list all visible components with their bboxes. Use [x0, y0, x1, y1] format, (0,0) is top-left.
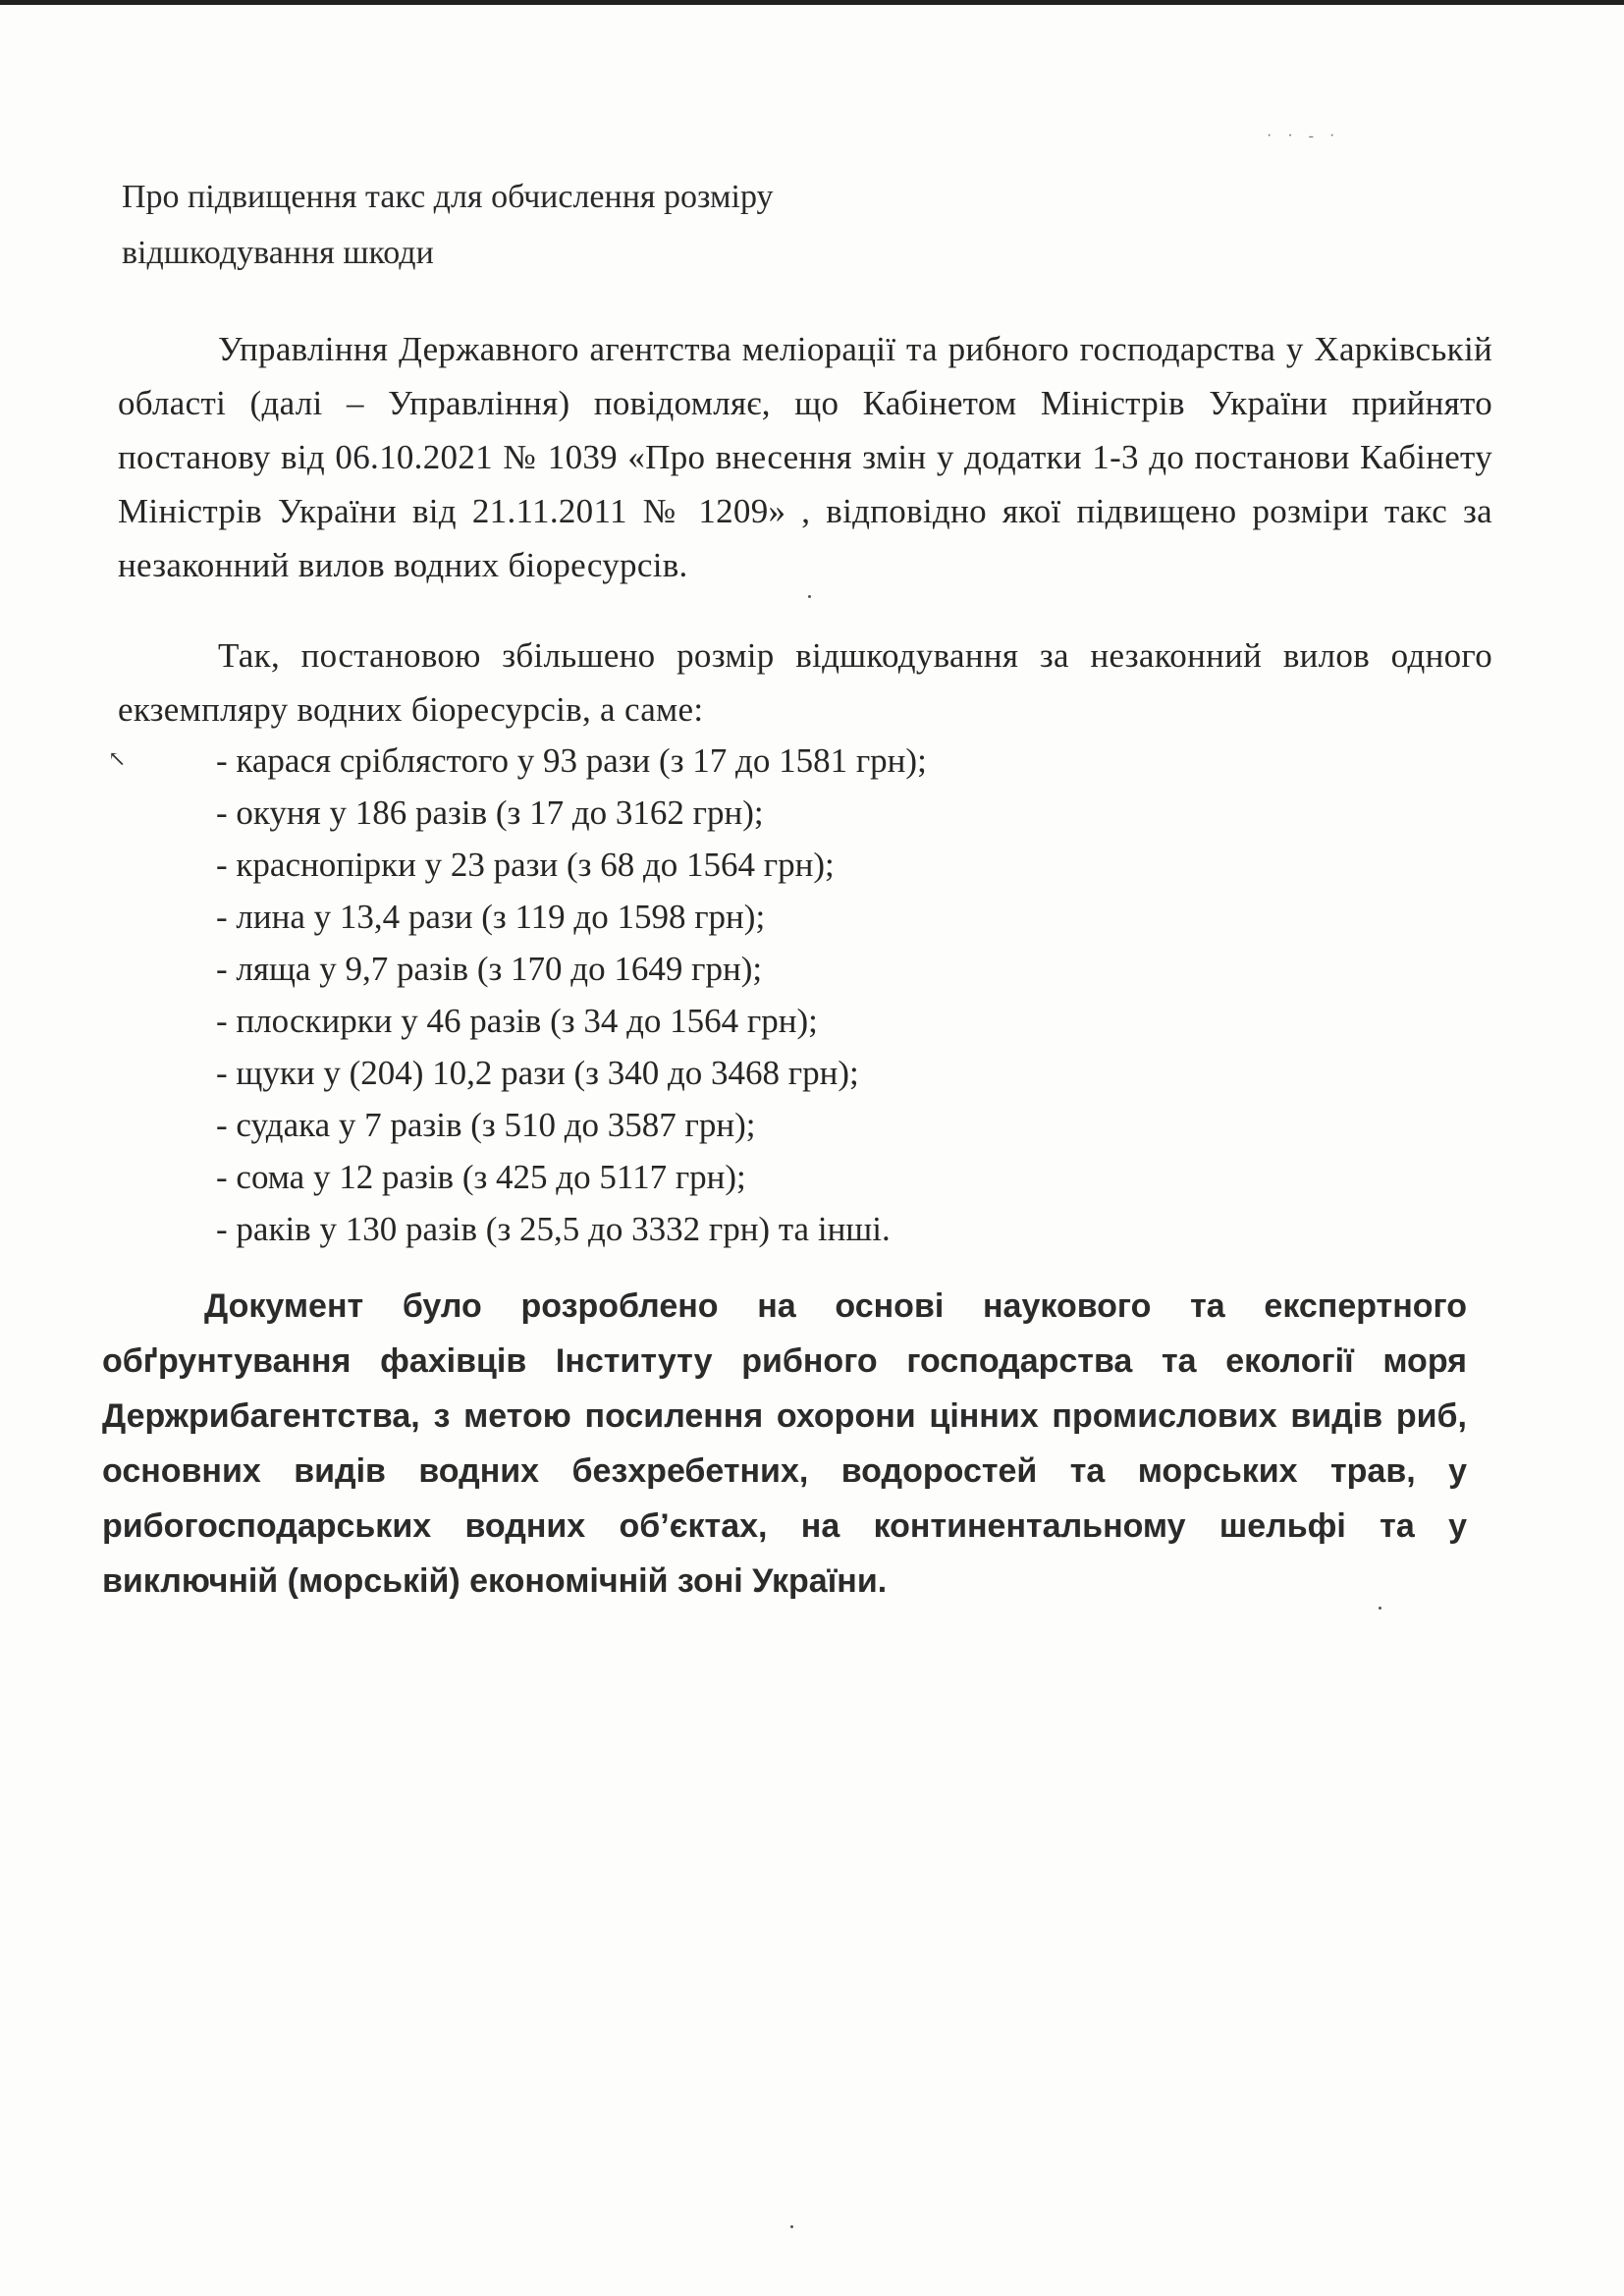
scan-mark: ↖	[108, 746, 127, 771]
tariff-list	[216, 735, 927, 1255]
scan-dot	[1379, 1607, 1381, 1610]
list-item: - сома у 12 разів (з 425 до 5117 грн);	[216, 1158, 746, 1196]
scan-noise: · · - ·	[1267, 128, 1341, 144]
intro-paragraph: Управління Державного агентства меліорації та рибного господарства у Харківській області (далі – Управління) повідомляє, що Кабінетом Міністрів України прийнято постанову від 06.10.2021 № 1039 «Про внесення змін у додатки 1-3 до постанови Кабінету Міністрів України від 21.11.2011 № 1209» , відповідно якої підвищено розміри такс за незаконний вилов водних біоресурсів.	[118, 330, 1492, 584]
list-item: - плоскирки у 46 разів (з 34 до 1564 грн);	[216, 1002, 818, 1040]
closing-paragraph: Документ було розроблено на основі наукового та експертного обґрунтування фахівців Інституту рибного господарства та екології моря Держрибагентства, з метою посилення охорони цінних промислових видів риб, основних видів водних безхребетних, водоростей та морських трав, у рибогосподарських водних об’єктах, на континентальному шельфі та у виключній (морській) економічній зоні України.	[102, 1287, 1467, 1600]
list-item: - окуня у 186 разів (з 17 до 3162 грн);	[216, 793, 764, 832]
list-item: - ляща у 9,7 разів (з 170 до 1649 грн);	[216, 950, 763, 988]
list-item: - щуки у (204) 10,2 рази (з 340 до 3468 грн);	[216, 1054, 859, 1092]
list-item: - раків у 130 разів (з 25,5 до 3332 грн) та інші.	[216, 1210, 891, 1248]
increase-paragraph: Так, постановою збільшено розмір відшкодування за незаконний вилов одного екземпляру водних біоресурсів, а саме:	[118, 636, 1492, 729]
intro-block	[118, 322, 1492, 592]
list-item: - краснопірки у 23 рази (з 68 до 1564 грн);	[216, 846, 835, 884]
list-item: - лина у 13,4 рази (з 119 до 1598 грн);	[216, 898, 766, 936]
list-item: - судака у 7 разів (з 510 до 3587 грн);	[216, 1106, 756, 1144]
scan-dot	[808, 595, 811, 598]
title-line-2: відшкодування шкоди	[122, 235, 434, 271]
increase-block	[118, 629, 1492, 737]
document-title	[122, 169, 774, 281]
scan-top-edge	[0, 0, 1624, 5]
list-item: - карася сріблястого у 93 рази (з 17 до 1581 грн);	[216, 741, 927, 780]
scan-dot	[790, 2225, 793, 2228]
title-line-1: Про підвищення такс для обчислення розміру	[122, 179, 774, 215]
